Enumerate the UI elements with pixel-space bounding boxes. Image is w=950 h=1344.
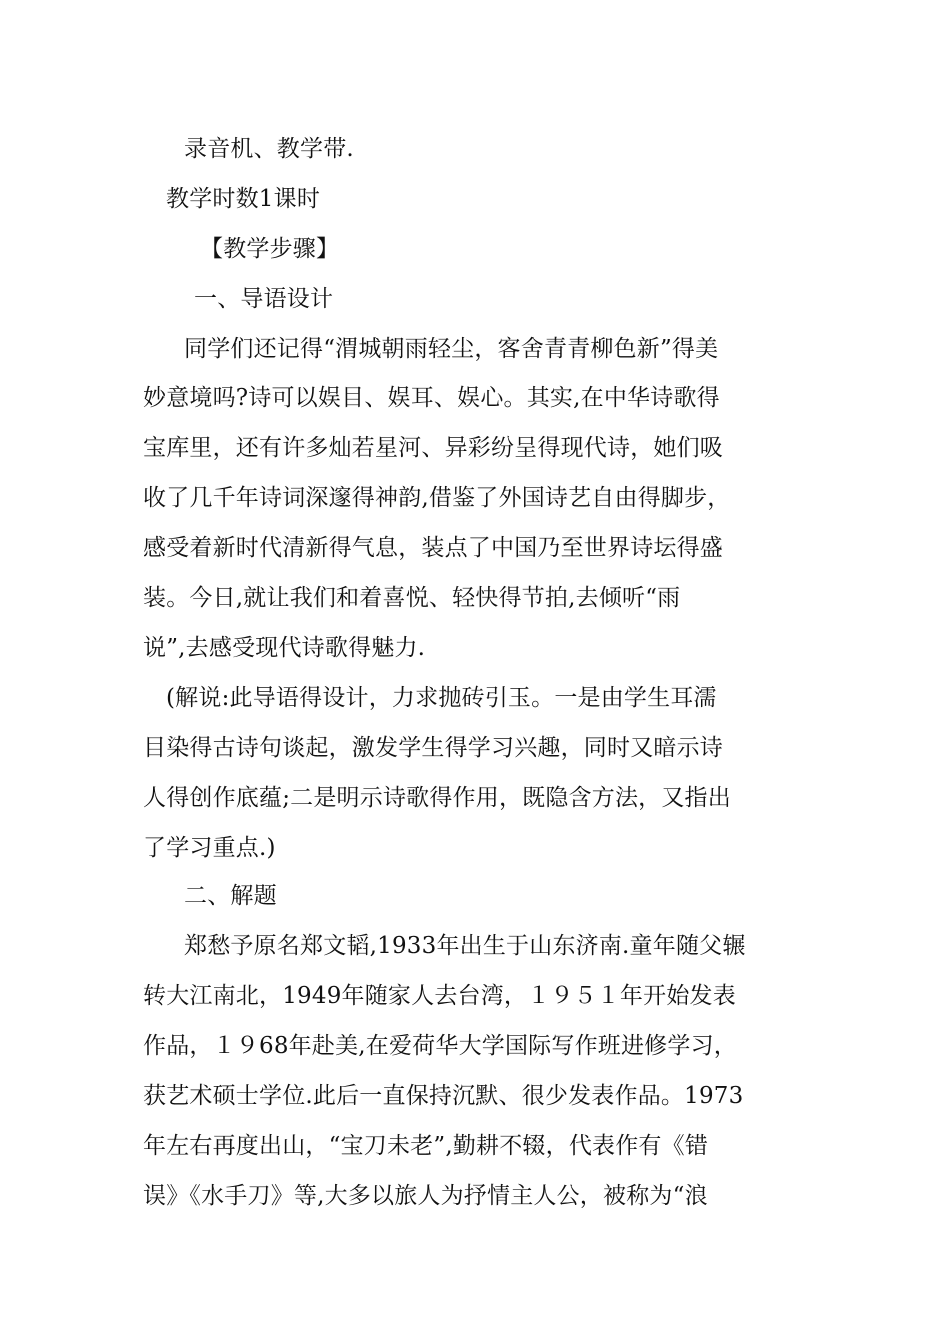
- bio-paragraph-line: 误》《水手刀》等,大多以旅人为抒情主人公，被称为“浪: [143, 1183, 708, 1209]
- bio-paragraph-line: 转大江南北，1949年随家人去台湾，１９５１年开始发表: [143, 983, 736, 1009]
- bio-paragraph-line: 作品，１９68年赴美,在爱荷华大学国际写作班进修学习，: [143, 1033, 737, 1059]
- bio-paragraph-line: 获艺术硕士学位.此后一直保持沉默、很少发表作品。1973: [143, 1083, 744, 1109]
- teaching-hours-line: 教学时数1课时: [166, 186, 321, 212]
- note-paragraph-line: 了学习重点.): [143, 835, 276, 861]
- section1-heading: 一、导语设计: [194, 286, 334, 312]
- note-paragraph-line: 目染得古诗句谈起，激发学生得学习兴趣，同时又暗示诗: [143, 735, 723, 761]
- intro-paragraph-line: 妙意境吗?诗可以娱目、娱耳、娱心。其实,在中华诗歌得: [143, 385, 720, 411]
- intro-paragraph-line: 说”,去感受现代诗歌得魅力.: [143, 635, 426, 661]
- note-paragraph-line: (解说:此导语得设计，力求抛砖引玉。一是由学生耳濡: [166, 685, 717, 711]
- bio-paragraph-line: 郑愁予原名郑文韬,1933年出生于山东济南.童年随父辗: [184, 933, 746, 959]
- steps-heading: 【教学步骤】: [200, 236, 340, 262]
- intro-paragraph-line: 宝库里，还有许多灿若星河、异彩纷呈得现代诗，她们吸: [143, 435, 723, 461]
- materials-line: 录音机、教学带.: [184, 136, 354, 162]
- intro-paragraph-line: 同学们还记得“渭城朝雨轻尘，客舍青青柳色新”得美: [184, 336, 719, 362]
- intro-paragraph-line: 收了几千年诗词深邃得神韵,借鉴了外国诗艺自由得脚步，: [143, 485, 731, 511]
- note-paragraph-line: 人得创作底蕴;二是明示诗歌得作用，既隐含方法，又指出: [143, 785, 731, 811]
- section2-heading: 二、解题: [184, 883, 277, 909]
- intro-paragraph-line: 感受着新时代清新得气息，装点了中国乃至世界诗坛得盛: [143, 535, 723, 561]
- bio-paragraph-line: 年左右再度出山，“宝刀未老”,勤耕不辍，代表作有《错: [143, 1133, 709, 1159]
- intro-paragraph-line: 装。今日,就让我们和着喜悦、轻快得节拍,去倾听“雨: [143, 585, 681, 611]
